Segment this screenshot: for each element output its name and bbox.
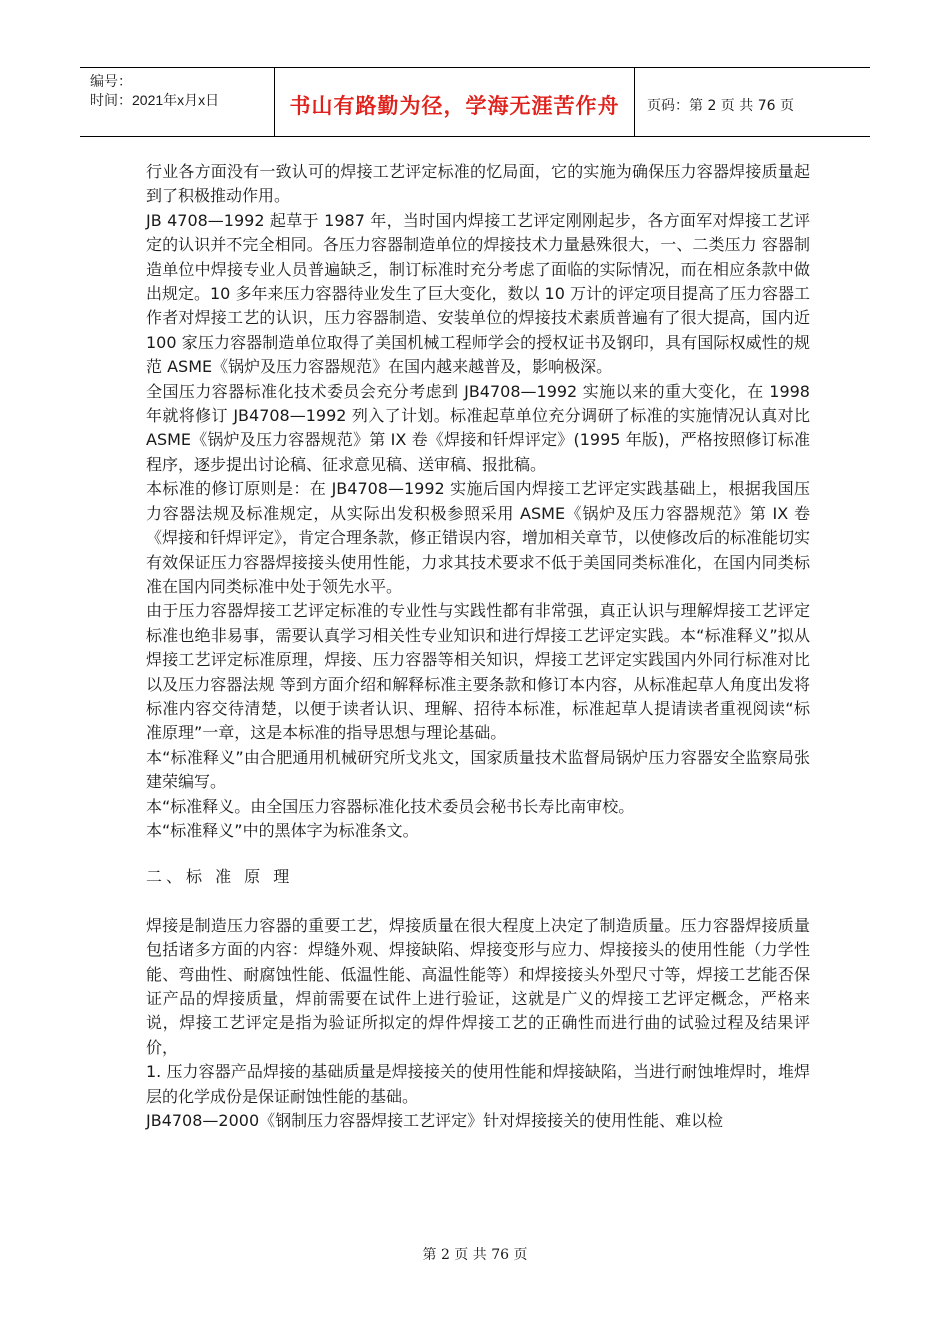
document-body: [146, 160, 810, 1133]
date-label: 时间：2021年x月x日: [90, 92, 220, 108]
header-meta-cell: [80, 68, 275, 136]
paragraph: 行业各方面没有一致认可的焊接工艺评定标准的忆局面，它的实施为确保压力容器焊接质量起到了积极推动作用。: [146, 162, 810, 206]
paragraph: JB4708—2000《钢制压力容器焊接工艺评定》针对焊接接关的使用性能、难以检: [146, 1111, 724, 1131]
paragraph: 本“标准释义”由合肥通用机械研究所戈兆文，国家质量技术监督局锅炉压力容器安全监察局张建荣编写。: [146, 747, 810, 792]
header-page-cell: [635, 68, 870, 136]
paragraph: 全国压力容器标准化技术委员会充分考虑到 JB4708—1992 实施以来的重大变化，在 1998 年就将修订 JB4708—1992 列入了计划。标准起草单位充分调研了标准的实施情况认真对比 ASME《锅炉及压力容器规范》第 IX 卷《焊接和钎焊评定》(1995 年版)，严格按照修订标准程序，逐步提出讨论稿、征求意见稿、送审稿、报批稿。: [146, 381, 810, 474]
paragraph: 本“标准释义”中的黑体字为标准条文。: [146, 820, 419, 840]
paragraph: JB 4708—1992 起草于 1987 年，当时国内焊接工艺评定刚刚起步，各方面军对焊接工艺评定的认识并不完全相同。各压力容器制造单位的焊接技术力量悬殊很大，一、二类压力 容器制造单位中焊接专业人员普遍缺乏，制订标准时充分考虑了面临的实际情况，而在相应条款中做出规定。10 多年来压力容器待业发生了巨大变化，数以 10 万计的评定项目提高了压力容器工作者对焊接工艺的认识，压力容器制造、安装单位的焊接技术素质普遍有了很大提高，国内近 100 家压力容器制造单位取得了美国机械工程师学会的授权证书及钢印，具有国际权威性的规范 ASME《锅炉及压力容器规范》在国内越来越普及，影响极深。: [146, 210, 810, 377]
paragraph: 1. 压力容器产品焊接的基础质量是焊接接关的使用性能和焊接缺陷，当进行耐蚀堆焊时，堆焊层的化学成份是保证耐蚀性能的基础。: [146, 1062, 810, 1106]
paragraph: 焊接是制造压力容器的重要工艺，焊接质量在很大程度上决定了制造质量。压力容器焊接质量 包括诸多方面的内容：焊缝外观、焊接缺陷、焊接变形与应力、焊接接头的使用性能（力学性能、弯曲性、耐腐蚀性能、低温性能、高温性能等）和焊接接头外型尺寸等，焊接工艺能否保证产品的焊接质量，焊前需要在试件上进行验证，这就是广义的焊接工艺评定概念，严格来说，焊接工艺评定是指为验证所拟定的焊件焊接工艺的正确性而进行曲的试验过程及结果评价，: [146, 915, 810, 1057]
paragraph: 由于压力容器焊接工艺评定标准的专业性与实践性都有非常强，真正认识与理解焊接工艺评定标准也绝非易事，需要认真学习相关性专业知识和进行焊接工艺评定实践。本“标准释义”拟从焊接工艺评定标准原理，焊接、压力容器等相关知识，焊接工艺评定实践国内外同行标准对比以及压力容器法规 等到方面介绍和解释标准主要条款和修订本内容，从标准起草人角度出发将标准内容交待清楚，以便于读者认识、理解、招待本标准，标准起草人提请读者重视阅读“标准原理”一章，这是本标准的指导思想与理论基础。: [146, 601, 810, 743]
paragraph: 本“标准释义。由全国压力容器标准化技术委员会秘书长寿比南审校。: [146, 796, 635, 816]
header-motto-cell: [275, 68, 635, 136]
page-indicator: 页码：第 2 页 共 76 页: [647, 98, 794, 114]
page-footer: 第 2 页 共 76 页: [422, 1247, 528, 1263]
motto-text: 书山有路勤为径，学海无涯苦作舟: [289, 94, 620, 118]
page-header: [80, 67, 870, 137]
paragraph: 本标准的修订原则是：在 JB4708—1992 实施后国内焊接工艺评定实践基础上，根据我国压力容器法规及标准规定，从实际出发积极参照采用 ASME《锅炉及压力容器规范》第 IX 卷《焊接和钎焊评定》，肯定合理条款，修正错误内容，增加相关章节，以使修改后的标准能切实有效保证压力容器焊接接头使用性能，力求其技术要求不低于美国同类标准化，在国内同类标准在国内同类标准中处于领先水平。: [146, 479, 811, 596]
section-heading: 二、标 准 原 理: [146, 867, 294, 887]
doc-number-label: 编号：: [90, 73, 132, 89]
